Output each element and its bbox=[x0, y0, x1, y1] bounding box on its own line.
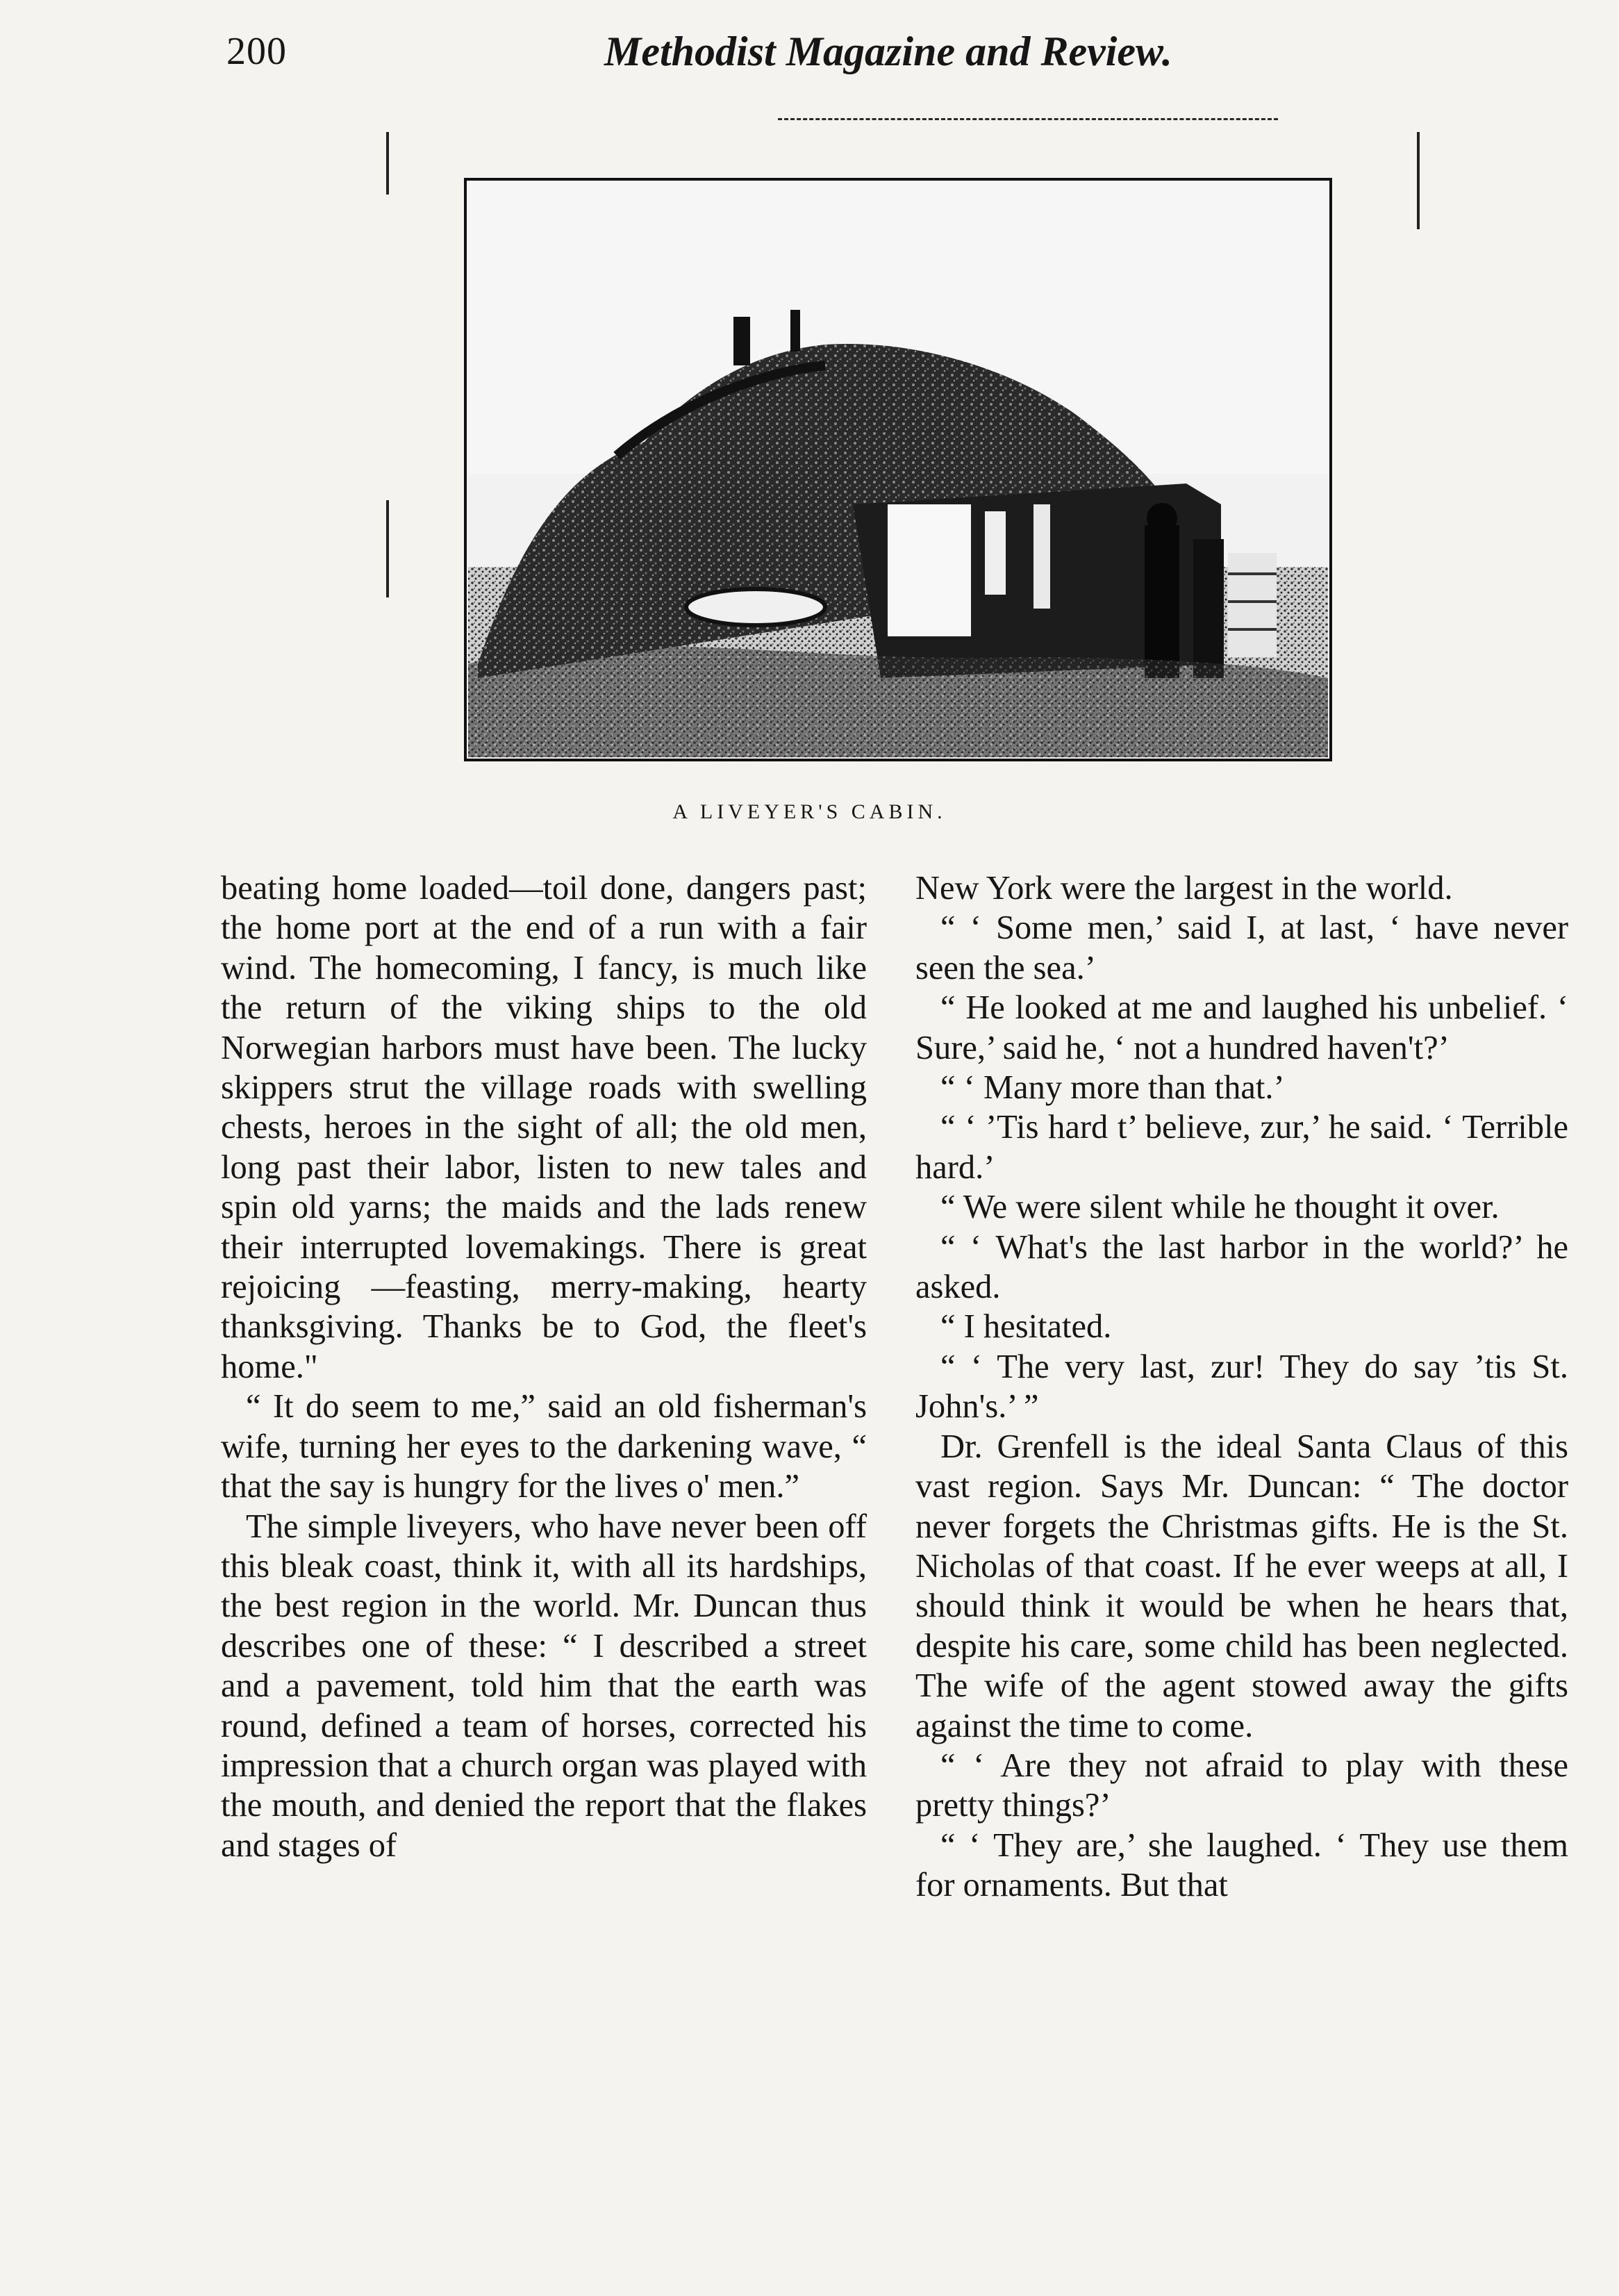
running-title: Methodist Magazine and Review. bbox=[604, 28, 1172, 74]
paragraph: “ ‘ What's the last harbor in the world?’ he asked. bbox=[915, 1228, 1568, 1306]
paragraph: The simple liveyers, who have never been off this bleak coast, think it, with all its hardships, the best region in the world. Mr. Duncan thus describes one of these: “ I described a street and a pavement, told him that the earth was round, defined a team of horses, corrected his impression that a church organ was played with the mouth, and denied the report that the flakes and stages of bbox=[221, 1508, 867, 1864]
paragraph: “ ‘ Are they not afraid to play with these pretty things?’ bbox=[915, 1746, 1568, 1824]
figure-photo bbox=[464, 178, 1332, 761]
header-rule bbox=[778, 118, 1278, 120]
paragraph: “ ‘ Some men,’ said I, at last, ‘ have never seen the sea.’ bbox=[915, 909, 1568, 986]
figure-caption: A LIVEYER'S CABIN. bbox=[672, 800, 947, 823]
page-number: 200 bbox=[226, 30, 287, 73]
margin-mark bbox=[1417, 132, 1420, 229]
paragraph: Dr. Grenfell is the ideal Santa Claus of this vast region. Says Mr. Duncan: “ The doctor never forgets the Christmas gifts. He is the St. Nicholas of that coast. If he ever weeps at all, I should think it would be when he hears that, despite his care, some child has been neglected. The wife of the agent stowed away the gifts against the time to come. bbox=[915, 1428, 1568, 1744]
paragraph: “ ‘ Many more than that.’ bbox=[940, 1069, 1285, 1107]
margin-mark bbox=[386, 500, 389, 597]
paragraph: “ We were silent while he thought it over. bbox=[940, 1189, 1500, 1226]
cabin-photo-image bbox=[464, 178, 1332, 761]
left-column bbox=[221, 868, 867, 1865]
paragraph: “ ‘ The very last, zur! They do say ’tis St. John's.’ ” bbox=[915, 1348, 1568, 1426]
paragraph: “ It do seem to me,” said an old fisherman's wife, turning her eyes to the darkening wave, “ that the say is hungry for the lives o' men.” bbox=[221, 1388, 867, 1505]
paragraph: “ He looked at me and laughed his unbelief. ‘ Sure,’ said he, ‘ not a hundred haven't?’ bbox=[915, 989, 1568, 1066]
paragraph: “ I hesitated. bbox=[940, 1308, 1112, 1346]
margin-mark bbox=[386, 132, 389, 195]
paragraph: “ ‘ ’Tis hard t’ believe, zur,’ he said. ‘ Terrible hard.’ bbox=[915, 1109, 1568, 1186]
paragraph: “ ‘ They are,’ she laughed. ‘ They use them for ornaments. But that bbox=[915, 1826, 1568, 1904]
paragraph: beating home loaded—toil done, dangers past; the home port at the end of a run with a fair wind. The homecoming, I fancy, is much like the return of the viking ships to the old Norwegian harbors must have been. The lucky skippers strut the village roads with swelling chests, heroes in the sight of all; the old men, long past their labor, listen to new tales and spin old yarns; the maids and the lads renew their interrupted lovemakings. There is great rejoicing —feasting, merry-making, hearty thanksgiving. Thanks be to God, the fleet's home." bbox=[221, 870, 867, 1385]
right-column bbox=[915, 868, 1568, 1906]
paragraph: New York were the largest in the world. bbox=[915, 870, 1453, 907]
